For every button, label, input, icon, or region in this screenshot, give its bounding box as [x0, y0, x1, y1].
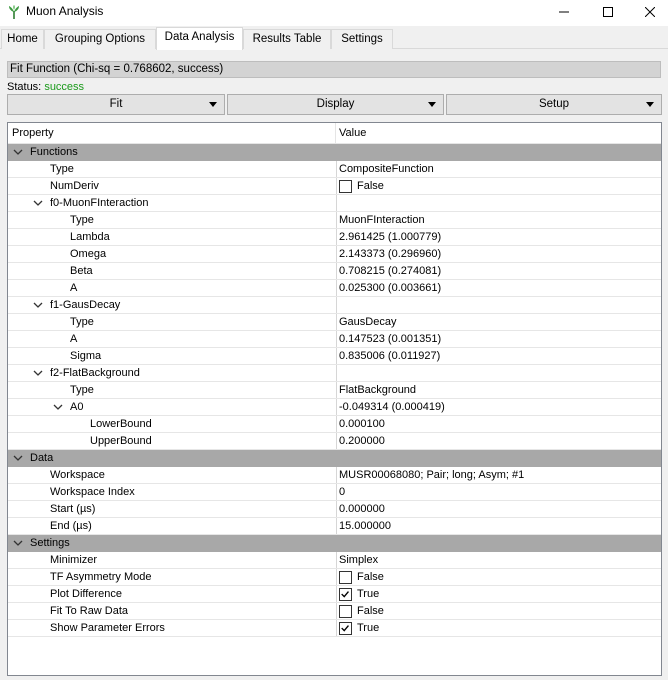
property-label: f0-MuonFInteraction: [50, 197, 149, 209]
property-label: Omega: [70, 248, 107, 260]
column-separator: [336, 246, 337, 263]
property-value[interactable]: 2.143373 (0.296960): [339, 248, 442, 260]
property-label: Show Parameter Errors: [50, 622, 165, 634]
display-button[interactable]: [227, 94, 444, 115]
column-separator: [336, 314, 337, 331]
muon-logo-icon: [6, 4, 22, 20]
column-separator: [336, 365, 337, 382]
column-separator: [336, 297, 337, 314]
column-separator: [336, 212, 337, 229]
property-row-sigma[interactable]: [8, 348, 661, 365]
maximize-button[interactable]: [588, 0, 628, 24]
title-bar: [0, 0, 668, 26]
column-separator: [336, 280, 337, 297]
property-tree: [7, 122, 662, 676]
tab-home[interactable]: Home: [1, 29, 44, 49]
property-row-type[interactable]: [8, 382, 661, 399]
property-value[interactable]: 0: [339, 486, 346, 498]
column-separator: [336, 399, 337, 416]
property-row-type[interactable]: [8, 161, 661, 178]
property-row-f1-gausdecay[interactable]: [8, 297, 661, 314]
property-label: A0: [70, 401, 84, 413]
property-label: Workspace: [50, 469, 105, 481]
column-separator: [336, 331, 337, 348]
column-separator: [336, 484, 337, 501]
tab-bar: [0, 28, 668, 49]
fit-function-bar: Fit Function (Chi-sq = 0.768602, success): [7, 61, 661, 78]
property-label: Lambda: [70, 231, 110, 243]
column-separator: [336, 348, 337, 365]
property-row-fit-to-raw-data[interactable]: [8, 603, 661, 620]
column-separator: [336, 263, 337, 280]
property-label: Type: [70, 316, 94, 328]
property-value[interactable]: 0.200000: [339, 435, 385, 447]
property-row-start-s[interactable]: [8, 501, 661, 518]
dropdown-arrow-icon: [428, 102, 436, 107]
group-row-settings[interactable]: [8, 535, 661, 552]
chevron-down-icon[interactable]: [33, 198, 43, 208]
property-value: True: [357, 622, 380, 634]
property-label: A: [70, 333, 78, 345]
chevron-down-icon[interactable]: [53, 402, 63, 412]
property-value[interactable]: 0.835006 (0.011927): [339, 350, 441, 362]
column-separator: [336, 518, 337, 535]
property-value: True: [357, 588, 380, 600]
property-row-lambda[interactable]: [8, 229, 661, 246]
fit-button-label: Fit: [109, 98, 123, 110]
property-value[interactable]: 0.147523 (0.001351): [339, 333, 442, 345]
tab-data-analysis[interactable]: Data Analysis: [156, 27, 243, 50]
chevron-down-icon[interactable]: [13, 538, 23, 548]
property-label: Start (µs): [50, 503, 96, 515]
property-label: Type: [70, 384, 94, 396]
setup-button-label: Setup: [538, 98, 570, 110]
maximize-icon: [603, 7, 613, 17]
column-separator: [336, 603, 337, 620]
column-separator: [336, 569, 337, 586]
property-value[interactable]: 0.000100: [339, 418, 385, 430]
property-row-f2-flatbackground[interactable]: [8, 365, 661, 382]
property-row-minimizer[interactable]: [8, 552, 661, 569]
header-value: Value: [339, 127, 367, 139]
property-row-show-parameter-errors[interactable]: [8, 620, 661, 637]
property-row-upperbound[interactable]: [8, 433, 661, 450]
display-button-label: Display: [316, 98, 355, 110]
column-separator: [336, 552, 337, 569]
dropdown-arrow-icon: [646, 102, 654, 107]
group-row-data[interactable]: [8, 450, 661, 467]
window-title: Muon Analysis: [26, 4, 104, 18]
header-separator: [335, 123, 336, 143]
property-row-a0[interactable]: [8, 399, 661, 416]
property-label: End (µs): [50, 520, 92, 532]
fit-button[interactable]: [7, 94, 225, 115]
chevron-down-icon[interactable]: [33, 300, 43, 310]
property-label: A: [70, 282, 78, 294]
chevron-down-icon[interactable]: [13, 147, 23, 157]
property-row-a[interactable]: [8, 280, 661, 297]
property-label: Settings: [30, 537, 70, 549]
property-row-workspace[interactable]: [8, 467, 661, 484]
column-separator: [336, 229, 337, 246]
property-value[interactable]: CompositeFunction: [339, 163, 434, 175]
property-value[interactable]: 15.000000: [339, 520, 391, 532]
chevron-down-icon[interactable]: [33, 368, 43, 378]
close-button[interactable]: [630, 0, 668, 24]
checkbox[interactable]: [339, 588, 352, 601]
column-separator: [336, 416, 337, 433]
checkbox[interactable]: [339, 622, 352, 635]
column-separator: [336, 161, 337, 178]
property-value[interactable]: MuonFInteraction: [339, 214, 425, 226]
property-label: Data: [30, 452, 54, 464]
property-label: UpperBound: [90, 435, 152, 447]
property-label: Workspace Index: [50, 486, 135, 498]
property-value[interactable]: 0.025300 (0.003661): [339, 282, 442, 294]
column-separator: [336, 195, 337, 212]
close-icon: [645, 7, 655, 17]
property-label: Beta: [70, 265, 93, 277]
status-label: Status:: [7, 81, 42, 93]
property-label: TF Asymmetry Mode: [50, 571, 152, 583]
property-value[interactable]: GausDecay: [339, 316, 397, 328]
property-value[interactable]: Simplex: [339, 554, 379, 566]
column-separator: [336, 467, 337, 484]
property-value[interactable]: -0.049314 (0.000419): [339, 401, 445, 413]
column-separator: [336, 382, 337, 399]
checkbox[interactable]: [339, 605, 352, 618]
property-label: Plot Difference: [50, 588, 122, 600]
tree-header: [8, 123, 661, 144]
column-separator: [336, 586, 337, 603]
property-value[interactable]: FlatBackground: [339, 384, 417, 396]
property-label: NumDeriv: [50, 180, 99, 192]
column-separator: [336, 620, 337, 637]
row-divider: [8, 636, 661, 637]
column-separator: [336, 433, 337, 450]
property-row-end-s[interactable]: [8, 518, 661, 535]
header-property: Property: [12, 127, 54, 139]
property-row-type[interactable]: [8, 314, 661, 331]
property-value: False: [357, 571, 384, 583]
property-label: Type: [50, 163, 74, 175]
minimize-button[interactable]: [544, 0, 584, 24]
property-row-lowerbound[interactable]: [8, 416, 661, 433]
property-row-numderiv[interactable]: [8, 178, 661, 195]
group-row-functions[interactable]: [8, 144, 661, 161]
property-label: Functions: [30, 146, 78, 158]
property-row-workspace-index[interactable]: [8, 484, 661, 501]
property-row-tf-asymmetry-mode[interactable]: [8, 569, 661, 586]
property-row-a[interactable]: [8, 331, 661, 348]
property-label: Minimizer: [50, 554, 98, 566]
property-label: Fit To Raw Data: [50, 605, 129, 617]
property-value[interactable]: 0.708215 (0.274081): [339, 265, 442, 277]
chevron-down-icon[interactable]: [13, 453, 23, 463]
column-separator: [336, 178, 337, 195]
tab-results-table[interactable]: Results Table: [243, 29, 331, 49]
property-row-plot-difference[interactable]: [8, 586, 661, 603]
status-line: [7, 81, 84, 93]
property-label: f2-FlatBackground: [50, 367, 140, 379]
setup-button[interactable]: [446, 94, 662, 115]
column-separator: [336, 501, 337, 518]
property-label: Type: [70, 214, 94, 226]
property-row-type[interactable]: [8, 212, 661, 229]
property-row-omega[interactable]: [8, 246, 661, 263]
property-value: False: [357, 605, 384, 617]
property-value[interactable]: 0.000000: [339, 503, 385, 515]
property-value[interactable]: 2.961425 (1.000779): [339, 231, 442, 243]
property-label: Sigma: [70, 350, 102, 362]
property-label: f1-GausDecay: [50, 299, 121, 311]
property-label: LowerBound: [90, 418, 152, 430]
minimize-icon: [559, 7, 569, 17]
property-row-beta[interactable]: [8, 263, 661, 280]
property-row-f0-muonfinteraction[interactable]: [8, 195, 661, 212]
tab-grouping-options[interactable]: Grouping Options: [44, 29, 156, 49]
tab-settings[interactable]: Settings: [331, 29, 393, 49]
property-value: False: [357, 180, 384, 192]
checkbox[interactable]: [339, 180, 352, 193]
status-value: success: [44, 81, 85, 93]
property-value[interactable]: MUSR00068080; Pair; long; Asym; #1: [339, 469, 525, 481]
checkbox[interactable]: [339, 571, 352, 584]
dropdown-arrow-icon: [209, 102, 217, 107]
